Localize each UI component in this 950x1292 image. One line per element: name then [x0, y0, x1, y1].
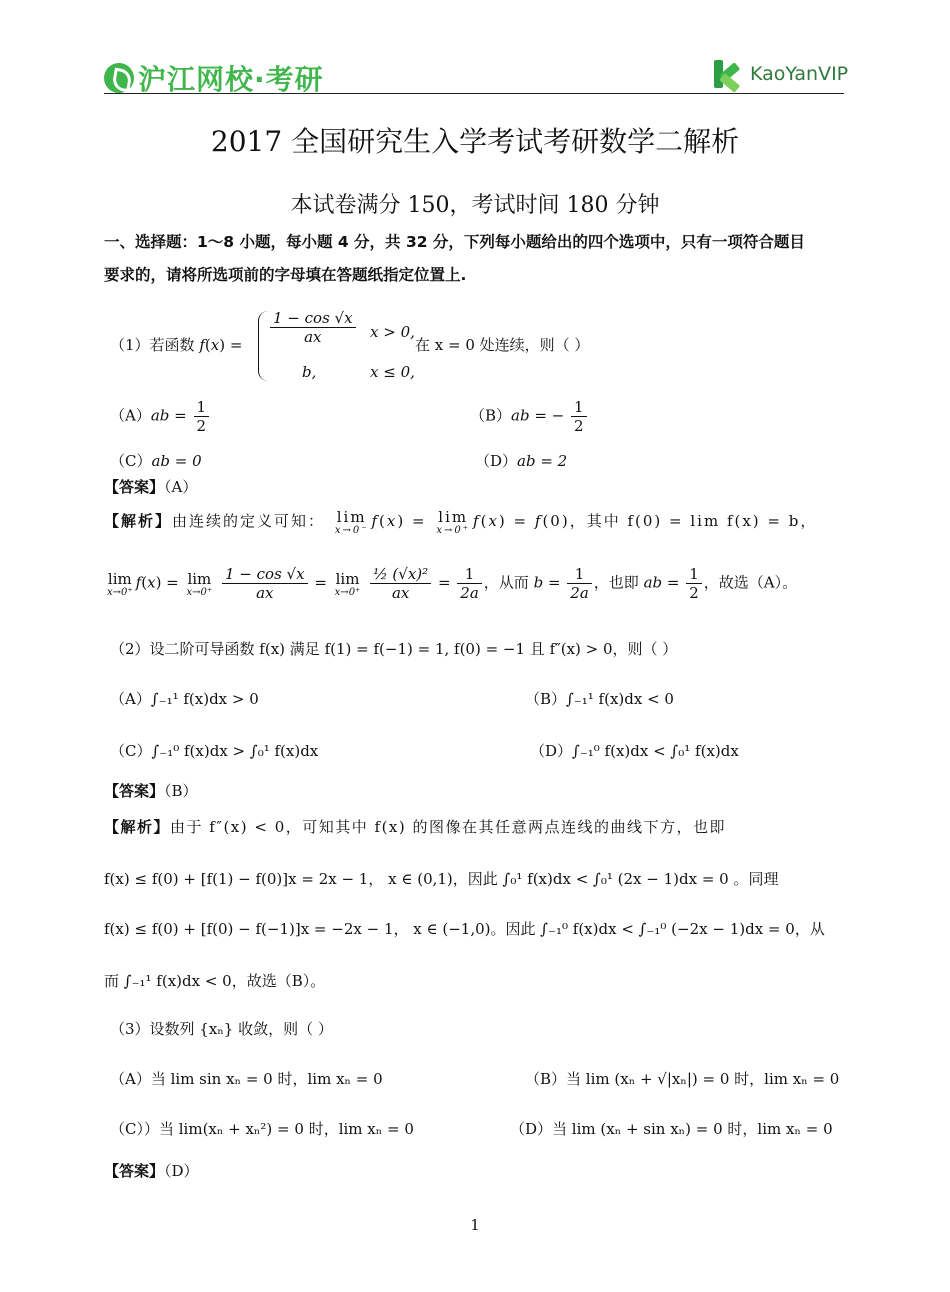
page-subtitle: 本试卷满分 150，考试时间 180 分钟 [290, 193, 660, 218]
q3-option-c: （C））当 lim(xₙ + xₙ²) = 0 时，lim xₙ = 0 [110, 1120, 414, 1138]
q1-suffix: 在 x = 0 处连续，则（ ） [415, 336, 590, 354]
q1-case1-cond: x > 0, [370, 323, 415, 341]
q2-option-a: （A）∫₋₁¹ f(x)dx > 0 [110, 690, 259, 708]
q2-analysis-line2: f(x) ≤ f(0) + [f(1) − f(0)]x = 2x − 1， x ∈ (0,1)，因此 ∫₀¹ f(x)dx < ∫₀¹ (2x − 1)dx = 0 。同理 [104, 870, 779, 888]
q1-prefix: （1）若函数 f(x) = [110, 336, 243, 354]
q1-case2-cond: x ≤ 0, [370, 363, 415, 381]
hujiang-logo [104, 58, 324, 98]
header-rule [104, 93, 844, 94]
q1-option-c: （C）ab = 0 [110, 452, 202, 470]
q3-option-b: （B）当 lim (xₙ + √|xₙ|) = 0 时，lim xₙ = 0 [525, 1070, 840, 1088]
q2-option-b: （B）∫₋₁¹ f(x)dx < 0 [525, 690, 674, 708]
q1-answer: 【答案】（A） [104, 478, 198, 496]
q1-option-b: （B）ab = − $\frac{1}{2}$ [470, 398, 589, 435]
section-heading-line2: 要求的，请将所选项前的字母填在答题纸指定位置上. [104, 266, 467, 284]
brand-left-text: 沪江网校·考研 [138, 63, 324, 96]
page-title: 2017 全国研究生入学考试考研数学二解析 [210, 125, 740, 158]
q2-option-d: （D）∫₋₁⁰ f(x)dx < ∫₀¹ f(x)dx [530, 742, 739, 760]
q3-option-a: （A）当 lim sin xₙ = 0 时，lim xₙ = 0 [110, 1070, 383, 1088]
q1-analysis-line2: lim x→0⁺ f(x) = lim x→0⁺ $\frac{1 - \cos √x}{ax}$ = lim x→0⁺ $\frac{\text{½ (√x)²}}{ax}$ = $\frac{1}{2a}$ ，从而 b = $\frac{1}{2a}$ ，也即 ab = $\frac{1}{2}$ ，故选（A）。 [107, 565, 798, 602]
q2-option-c: （C）∫₋₁⁰ f(x)dx > ∫₀¹ f(x)dx [110, 742, 319, 760]
q2-analysis-line4: 而 ∫₋₁¹ f(x)dx < 0，故选（B）。 [104, 972, 326, 990]
q1-option-d: （D）ab = 2 [475, 452, 568, 470]
q2-stem: （2）设二阶可导函数 f(x) 满足 f(1) = f(−1) = 1, f(0) = −1 且 f″(x) > 0，则（ ） [110, 640, 678, 658]
q1-analysis-line1: 【解析】由连续的定义可知： lim x→0⁻ f(x) = lim x→0⁺ f(x) = f(0)，其中 f(0) = lim f(x) = b， [104, 508, 818, 536]
k-logo-icon [712, 58, 744, 90]
q1-case2: b, [302, 363, 317, 381]
q3-answer: 【答案】（D） [104, 1162, 199, 1180]
q3-option-d: （D）当 lim (xₙ + sin xₙ) = 0 时，lim xₙ = 0 [510, 1120, 833, 1138]
q1-option-a: （A）ab = $\frac{1}{2}$ [110, 398, 211, 435]
q2-answer: 【答案】（B） [104, 782, 198, 800]
leaf-icon [104, 63, 134, 93]
brand-right-text: KaoYanVIP [750, 63, 849, 85]
q2-analysis-line3: f(x) ≤ f(0) + [f(0) − f(−1)]x = −2x − 1， x ∈ (−1,0)。因此 ∫₋₁⁰ f(x)dx < ∫₋₁⁰ (−2x − 1)dx = 0，从 [104, 920, 825, 938]
kaoyanvip-logo [712, 58, 848, 90]
q1-case1: $\frac{1 - \cos √x}{ax}$ [268, 309, 358, 346]
q2-analysis-line1: 【解析】由于 f″(x) < 0，可知其中 f(x) 的图像在其任意两点连线的曲线下方，也即 [104, 818, 727, 836]
section-heading-line1: 一、选择题：1～8 小题，每小题 4 分，共 32 分，下列每小题给出的四个选项中，只有一项符合题目 [104, 233, 805, 251]
q3-stem: （3）设数列 {xₙ} 收敛，则（ ） [110, 1020, 333, 1038]
page-number: 1 [470, 1216, 480, 1234]
